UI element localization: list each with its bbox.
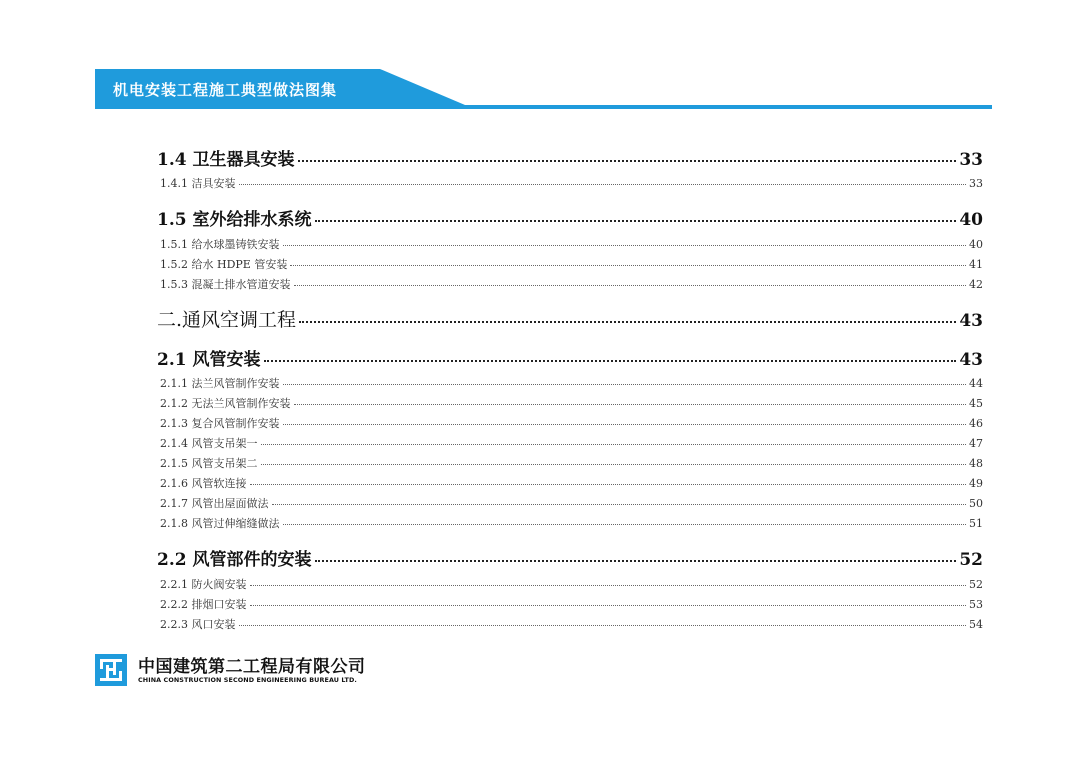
header-divider <box>95 105 992 109</box>
toc-entry-page: 46 <box>969 417 983 430</box>
toc-leader-dots <box>315 220 957 222</box>
toc-entry-page: 47 <box>969 437 983 450</box>
toc-entry[interactable] <box>157 495 983 511</box>
toc-leader-dots <box>250 605 967 606</box>
toc-leader-dots <box>315 560 957 562</box>
toc-entry-label: 2.2 风管部件的安装 <box>157 550 312 570</box>
toc-leader-dots <box>298 160 957 162</box>
toc-leader-dots <box>283 245 967 246</box>
toc-entry[interactable] <box>157 145 983 170</box>
toc-leader-dots <box>290 265 966 266</box>
toc-entry[interactable] <box>157 616 983 632</box>
toc-entry-label: 2.1.5 风管支吊架二 <box>160 457 258 470</box>
toc-entry-page: 50 <box>969 497 983 510</box>
toc-entry[interactable] <box>157 256 983 272</box>
toc-entry[interactable] <box>157 455 983 471</box>
toc-entry[interactable] <box>157 395 983 411</box>
toc-entry-label: 1.5.1 给水球墨铸铁安装 <box>160 238 280 251</box>
toc-leader-dots <box>283 424 967 425</box>
toc-entry-label: 2.2.3 风口安装 <box>160 618 236 631</box>
toc-entry[interactable] <box>157 545 983 570</box>
toc-entry-page: 33 <box>959 150 983 170</box>
toc-entry[interactable] <box>157 375 983 391</box>
toc-leader-dots <box>261 464 967 465</box>
toc-entry-page: 53 <box>969 598 983 611</box>
toc-leader-dots <box>283 524 967 525</box>
toc-entry-page: 33 <box>969 177 983 190</box>
toc-entry[interactable] <box>157 205 983 230</box>
toc-entry-page: 49 <box>969 477 983 490</box>
toc-leader-dots <box>294 285 967 286</box>
toc-entry-page: 43 <box>959 350 983 370</box>
toc-entry-label: 2.1.3 复合风管制作安装 <box>160 417 280 430</box>
company-name-cn: 中国建筑第二工程局有限公司 <box>138 657 366 677</box>
toc-entry-label: 2.2.2 排烟口安装 <box>160 598 247 611</box>
toc-entry[interactable] <box>157 596 983 612</box>
toc-entry[interactable] <box>157 576 983 592</box>
toc-entry-page: 52 <box>959 550 983 570</box>
toc-entry-page: 54 <box>969 618 983 631</box>
toc-entry-label: 2.2.1 防火阀安装 <box>160 578 247 591</box>
document-title: 机电安装工程施工典型做法图集 <box>113 81 338 99</box>
toc-entry-page: 42 <box>969 278 983 291</box>
toc-entry-label: 1.4 卫生器具安装 <box>157 150 295 170</box>
toc-entry-label: 1.5.2 给水 HDPE 管安装 <box>160 258 288 271</box>
toc-entry-page: 40 <box>969 238 983 251</box>
toc-entry-label: 1.4.1 洁具安装 <box>160 177 236 190</box>
toc-entry-label: 1.5.3 混凝土排水管道安装 <box>160 278 291 291</box>
toc-leader-dots <box>299 321 956 323</box>
toc-entry-page: 44 <box>969 377 983 390</box>
toc-entry-label: 1.5 室外给排水系统 <box>157 210 312 230</box>
toc-entry-label: 2.1.7 风管出屋面做法 <box>160 497 269 510</box>
toc-leader-dots <box>283 384 967 385</box>
toc-entry-label: 2.1.4 风管支吊架一 <box>160 437 258 450</box>
toc-entry[interactable] <box>157 435 983 451</box>
toc-leader-dots <box>272 504 967 505</box>
toc-entry-page: 48 <box>969 457 983 470</box>
toc-entry-page: 40 <box>959 210 983 230</box>
company-name-en: CHINA CONSTRUCTION SECOND ENGINEERING BUREAU LTD. <box>138 676 357 684</box>
toc-entry-label: 2.1.2 无法兰风管制作安装 <box>160 397 291 410</box>
toc-entry[interactable] <box>157 236 983 252</box>
toc-entry-page: 45 <box>969 397 983 410</box>
toc-entry[interactable] <box>157 175 983 191</box>
toc-entry[interactable] <box>157 305 983 332</box>
cscec-logo-icon <box>95 654 127 686</box>
toc-entry-page: 52 <box>969 578 983 591</box>
toc-leader-dots <box>250 484 967 485</box>
toc-entry-page: 43 <box>959 311 983 331</box>
toc-leader-dots <box>294 404 967 405</box>
toc-leader-dots <box>239 184 967 185</box>
toc-entry[interactable] <box>157 276 983 292</box>
toc-entry[interactable] <box>157 345 983 370</box>
toc-entry-page: 51 <box>969 517 983 530</box>
toc-leader-dots <box>250 585 967 586</box>
toc-leader-dots <box>264 360 957 362</box>
toc-entry-label: 二.通风空调工程 <box>157 309 297 331</box>
toc-entry-label: 2.1 风管安装 <box>157 350 261 370</box>
toc-entry-label: 2.1.6 风管软连接 <box>160 477 247 490</box>
toc-entry-label: 2.1.1 法兰风管制作安装 <box>160 377 280 390</box>
toc-entry-label: 2.1.8 风管过伸缩缝做法 <box>160 517 280 530</box>
toc-entry-page: 41 <box>969 258 983 271</box>
toc-leader-dots <box>239 625 967 626</box>
toc-entry[interactable] <box>157 475 983 491</box>
toc-entry[interactable] <box>157 415 983 431</box>
toc-entry[interactable] <box>157 515 983 531</box>
toc-leader-dots <box>261 444 967 445</box>
